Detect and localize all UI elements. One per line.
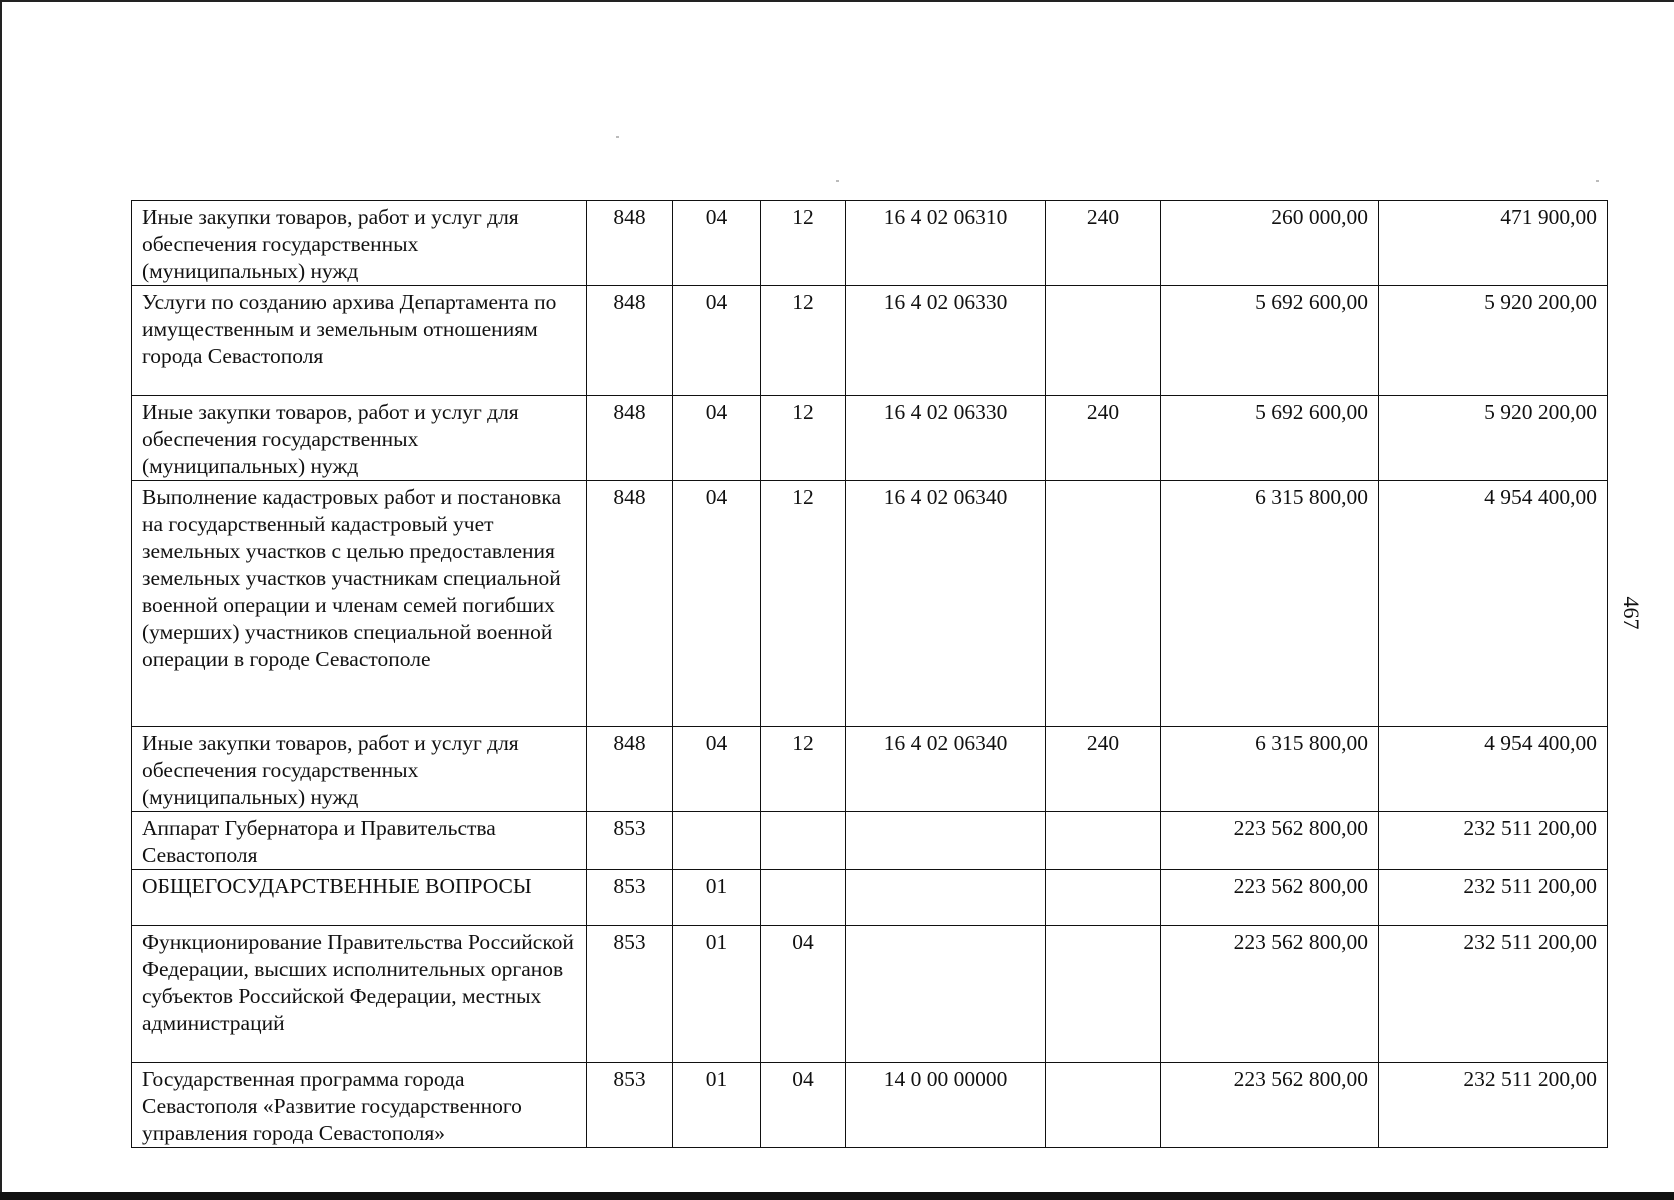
- table-row: [132, 727, 1608, 812]
- row-grbs-code: 853: [587, 926, 673, 1063]
- table-row: [132, 481, 1608, 727]
- row-expense-type-code: [1046, 812, 1161, 870]
- row-target-item-code: 16 4 02 06310: [846, 201, 1046, 286]
- row-sum-year-1: 223 562 800,00: [1161, 812, 1379, 870]
- table-row: [132, 812, 1608, 870]
- table-row: [132, 1063, 1608, 1148]
- table-row: [132, 286, 1608, 396]
- row-name: Иные закупки товаров, работ и услуг для обеспечения государственных (муниципальных) нужд: [132, 727, 587, 812]
- row-sum-year-1: 6 315 800,00: [1161, 727, 1379, 812]
- row-name: Государственная программа города Севастополя «Развитие государственного управления города Севастополя»: [132, 1063, 587, 1148]
- budget-table: [131, 200, 1608, 1148]
- row-sum-year-2: 232 511 200,00: [1379, 1063, 1608, 1148]
- scan-speck: [1596, 180, 1599, 182]
- row-section-code: 01: [673, 1063, 761, 1148]
- row-sum-year-1: 223 562 800,00: [1161, 1063, 1379, 1148]
- row-grbs-code: 848: [587, 201, 673, 286]
- row-target-item-code: [846, 926, 1046, 1063]
- row-sum-year-1: 5 692 600,00: [1161, 396, 1379, 481]
- row-grbs-code: 848: [587, 286, 673, 396]
- row-name: Иные закупки товаров, работ и услуг для обеспечения государственных (муниципальных) нужд: [132, 396, 587, 481]
- scan-speck: [616, 136, 619, 138]
- row-name: Функционирование Правительства Российской Федерации, высших исполнительных органов субъектов Российской Федерации, местных администраций: [132, 926, 587, 1063]
- row-sum-year-1: 260 000,00: [1161, 201, 1379, 286]
- row-target-item-code: 16 4 02 06330: [846, 286, 1046, 396]
- row-target-item-code: [846, 870, 1046, 926]
- row-target-item-code: [846, 812, 1046, 870]
- row-subsection-code: 12: [761, 201, 846, 286]
- row-sum-year-2: 232 511 200,00: [1379, 926, 1608, 1063]
- scan-edge-top: [0, 0, 1674, 2]
- row-grbs-code: 853: [587, 870, 673, 926]
- row-expense-type-code: [1046, 1063, 1161, 1148]
- row-name: Выполнение кадастровых работ и постановка на государственный кадастровый учет земельных участков с целью предоставления земельных участков участникам специальной военной операции и членам семей погибших (умерших) участников специальной военной операции в городе Севастополе: [132, 481, 587, 727]
- row-subsection-code: 12: [761, 727, 846, 812]
- row-target-item-code: 16 4 02 06340: [846, 481, 1046, 727]
- row-sum-year-1: 6 315 800,00: [1161, 481, 1379, 727]
- scan-edge-bottom: [0, 1192, 1674, 1200]
- row-sum-year-1: 5 692 600,00: [1161, 286, 1379, 396]
- row-expense-type-code: [1046, 870, 1161, 926]
- scan-speck: [836, 180, 839, 182]
- row-section-code: 04: [673, 201, 761, 286]
- row-expense-type-code: 240: [1046, 727, 1161, 812]
- row-expense-type-code: [1046, 481, 1161, 727]
- row-name: ОБЩЕГОСУДАРСТВЕННЫЕ ВОПРОСЫ: [132, 870, 587, 926]
- row-sum-year-2: 232 511 200,00: [1379, 812, 1608, 870]
- row-expense-type-code: [1046, 926, 1161, 1063]
- row-name: Аппарат Губернатора и Правительства Севастополя: [132, 812, 587, 870]
- row-subsection-code: [761, 812, 846, 870]
- row-subsection-code: 12: [761, 481, 846, 727]
- row-grbs-code: 853: [587, 1063, 673, 1148]
- row-sum-year-2: 471 900,00: [1379, 201, 1608, 286]
- row-section-code: 04: [673, 396, 761, 481]
- table-row: [132, 870, 1608, 926]
- row-subsection-code: 12: [761, 286, 846, 396]
- row-expense-type-code: 240: [1046, 201, 1161, 286]
- scan-edge-left: [0, 0, 2, 1200]
- row-section-code: 01: [673, 870, 761, 926]
- table-row: [132, 396, 1608, 481]
- row-section-code: 04: [673, 727, 761, 812]
- table-row: [132, 926, 1608, 1063]
- row-sum-year-1: 223 562 800,00: [1161, 926, 1379, 1063]
- table-row: [132, 201, 1608, 286]
- row-sum-year-1: 223 562 800,00: [1161, 870, 1379, 926]
- row-target-item-code: 14 0 00 00000: [846, 1063, 1046, 1148]
- row-name: Услуги по созданию архива Департамента по имущественным и земельным отношениям города Севастополя: [132, 286, 587, 396]
- row-subsection-code: 12: [761, 396, 846, 481]
- row-section-code: [673, 812, 761, 870]
- row-section-code: 04: [673, 481, 761, 727]
- row-subsection-code: 04: [761, 926, 846, 1063]
- row-grbs-code: 848: [587, 396, 673, 481]
- row-expense-type-code: 240: [1046, 396, 1161, 481]
- row-expense-type-code: [1046, 286, 1161, 396]
- row-name: Иные закупки товаров, работ и услуг для обеспечения государственных (муниципальных) нужд: [132, 201, 587, 286]
- row-target-item-code: 16 4 02 06340: [846, 727, 1046, 812]
- row-grbs-code: 853: [587, 812, 673, 870]
- row-subsection-code: [761, 870, 846, 926]
- row-sum-year-2: 5 920 200,00: [1379, 286, 1608, 396]
- row-sum-year-2: 4 954 400,00: [1379, 727, 1608, 812]
- row-section-code: 01: [673, 926, 761, 1063]
- row-sum-year-2: 4 954 400,00: [1379, 481, 1608, 727]
- row-subsection-code: 04: [761, 1063, 846, 1148]
- row-sum-year-2: 232 511 200,00: [1379, 870, 1608, 926]
- row-sum-year-2: 5 920 200,00: [1379, 396, 1608, 481]
- row-section-code: 04: [673, 286, 761, 396]
- row-grbs-code: 848: [587, 481, 673, 727]
- row-target-item-code: 16 4 02 06330: [846, 396, 1046, 481]
- page-number: 467: [1619, 596, 1644, 630]
- row-grbs-code: 848: [587, 727, 673, 812]
